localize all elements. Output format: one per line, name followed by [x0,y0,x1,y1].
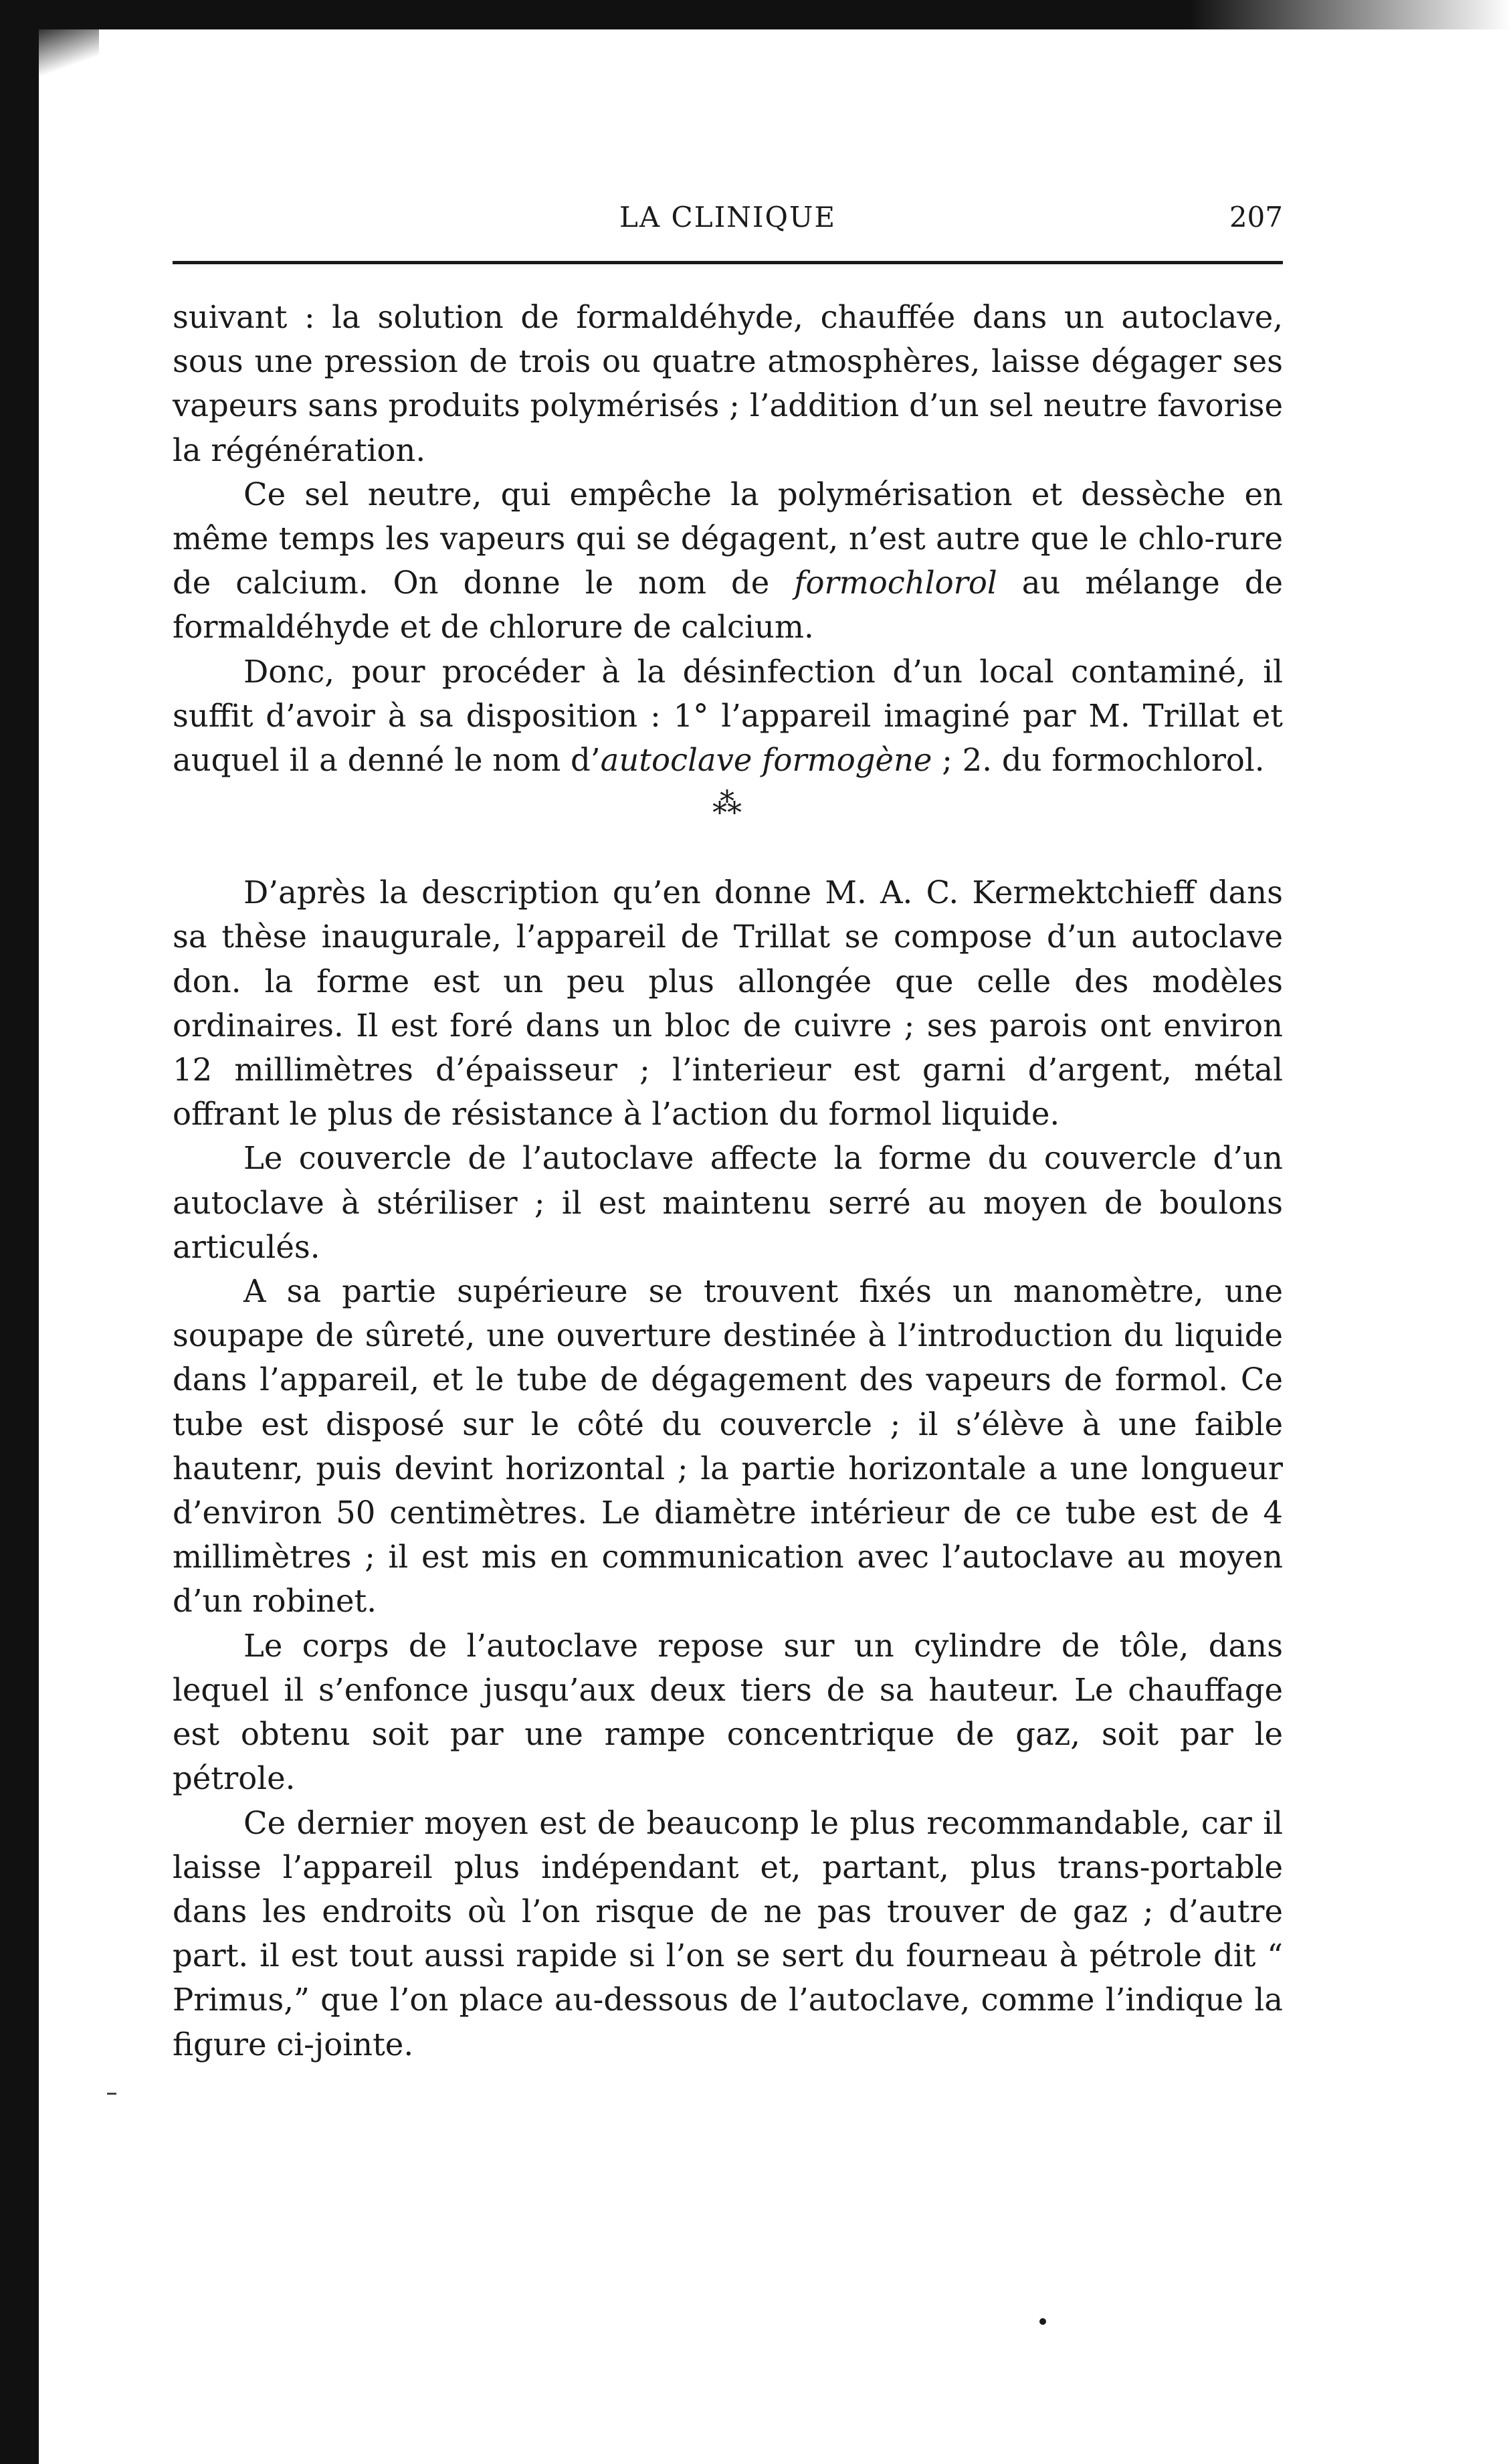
paragraph-7: Le corps de l’autoclave repose sur un cylindre de tôle, dans lequel il s’enfonce jusqu’aux deux tiers de sa hauteur. Le chauffage est obtenu soit par une rampe concentrique de gaz, soit par le pétrole. [173,1627,1283,1797]
paragraph-1-text: suivant : la solution de formaldéhyde, chauffée dans un autoclave, sous une pression de trois ou quatre atmosphères, laisse dégager ses vapeurs sans produits polymérisés ; l’addition d’un sel neutre favorise la régénération. [173,299,1283,468]
paragraph-3-text-b: ; 2. du formochlorol. [932,742,1265,779]
ink-speck [1039,2318,1046,2325]
paragraph-2 [173,472,1283,650]
paragraph-8: Ce dernier moyen est de beauconp le plus recommandable, car il laisse l’appareil plus indépendant et, partant, plus trans-portable dans les endroits où l’on risque de ne pas trouver de gaz ; d’autre part. il est tout aussi rapide si l’on se sert du fourneau à pétrole dit “ Primus,” que l’on place au-dessous de l’autoclave, comme l’indique la figure ci-jointe. [173,1804,1283,2063]
running-title: LA CLINIQUE [619,201,837,233]
header-rule [173,261,1283,264]
paragraph-2-text-a: Ce sel neutre, qui empêche la polymérisation et dessèche en même temps les vapeurs qui se dégagent, n’est autre que le chlo-rure de calcium. On donne le nom de [173,476,1283,601]
paragraph-2-text-b: au mélange de formaldéhyde et de chlorure de calcium. [173,565,1283,646]
scan-border-corner [39,29,99,76]
scan-border-left [0,0,39,2464]
paragraph-4: D’après la description qu’en donne M. A. C. Kermektchieff dans sa thèse inaugurale, l’appareil de Trillat se compose d’un autoclave don. la forme est un peu plus allongée que celle des modèles ordinaires. Il est foré dans un bloc de cuivre ; ses parois ont environ 12 millimètres d’épaisseur ; l’interieur est garni d’argent, métal offrant le plus de résistance à l’action du formol liquide. [173,874,1283,1133]
scan-border-top-fade [1191,0,1511,29]
paragraph-3-italic-term: autoclave formogène [600,742,932,779]
paragraph-3-text-a: Donc, pour procéder à la désinfection d’un local contaminé, il suffit d’avoir à sa disposition : 1° l’appareil imaginé par M. Trillat et auquel il a denné le nom d’ [173,653,1283,779]
page-number: 207 [1229,201,1283,233]
margin-mark [107,2093,116,2095]
paragraph-1 [173,295,1283,472]
paragraph-5: Le couvercle de l’autoclave affecte la forme du couvercle d’un autoclave à stériliser ; il est maintenu serré au moyen de boulons articulés. [173,1140,1283,1265]
paragraph-2-italic-term: formochlorol [794,565,997,601]
paragraph-3 [173,650,1283,783]
running-head [173,201,1283,241]
section-asterism: ⁂ [712,787,743,822]
paragraph-6: A sa partie supérieure se trouvent fixés un manomètre, une soupape de sûreté, une ouverture destinée à l’introduction du liquide dans l’appareil, et le tube de dégagement des vapeurs de formol. Ce tube est disposé sur le côté du couvercle ; il s’élève à une faible hautenr, puis devint horizontal ; la partie horizontale a une longueur d’environ 50 centimètres. Le diamètre intérieur de ce tube est de 4 millimètres ; il est mis en communication avec l’autoclave au moyen d’un robinet. [173,1273,1283,1620]
body-text [173,295,1283,2067]
book-page [173,201,1283,2067]
